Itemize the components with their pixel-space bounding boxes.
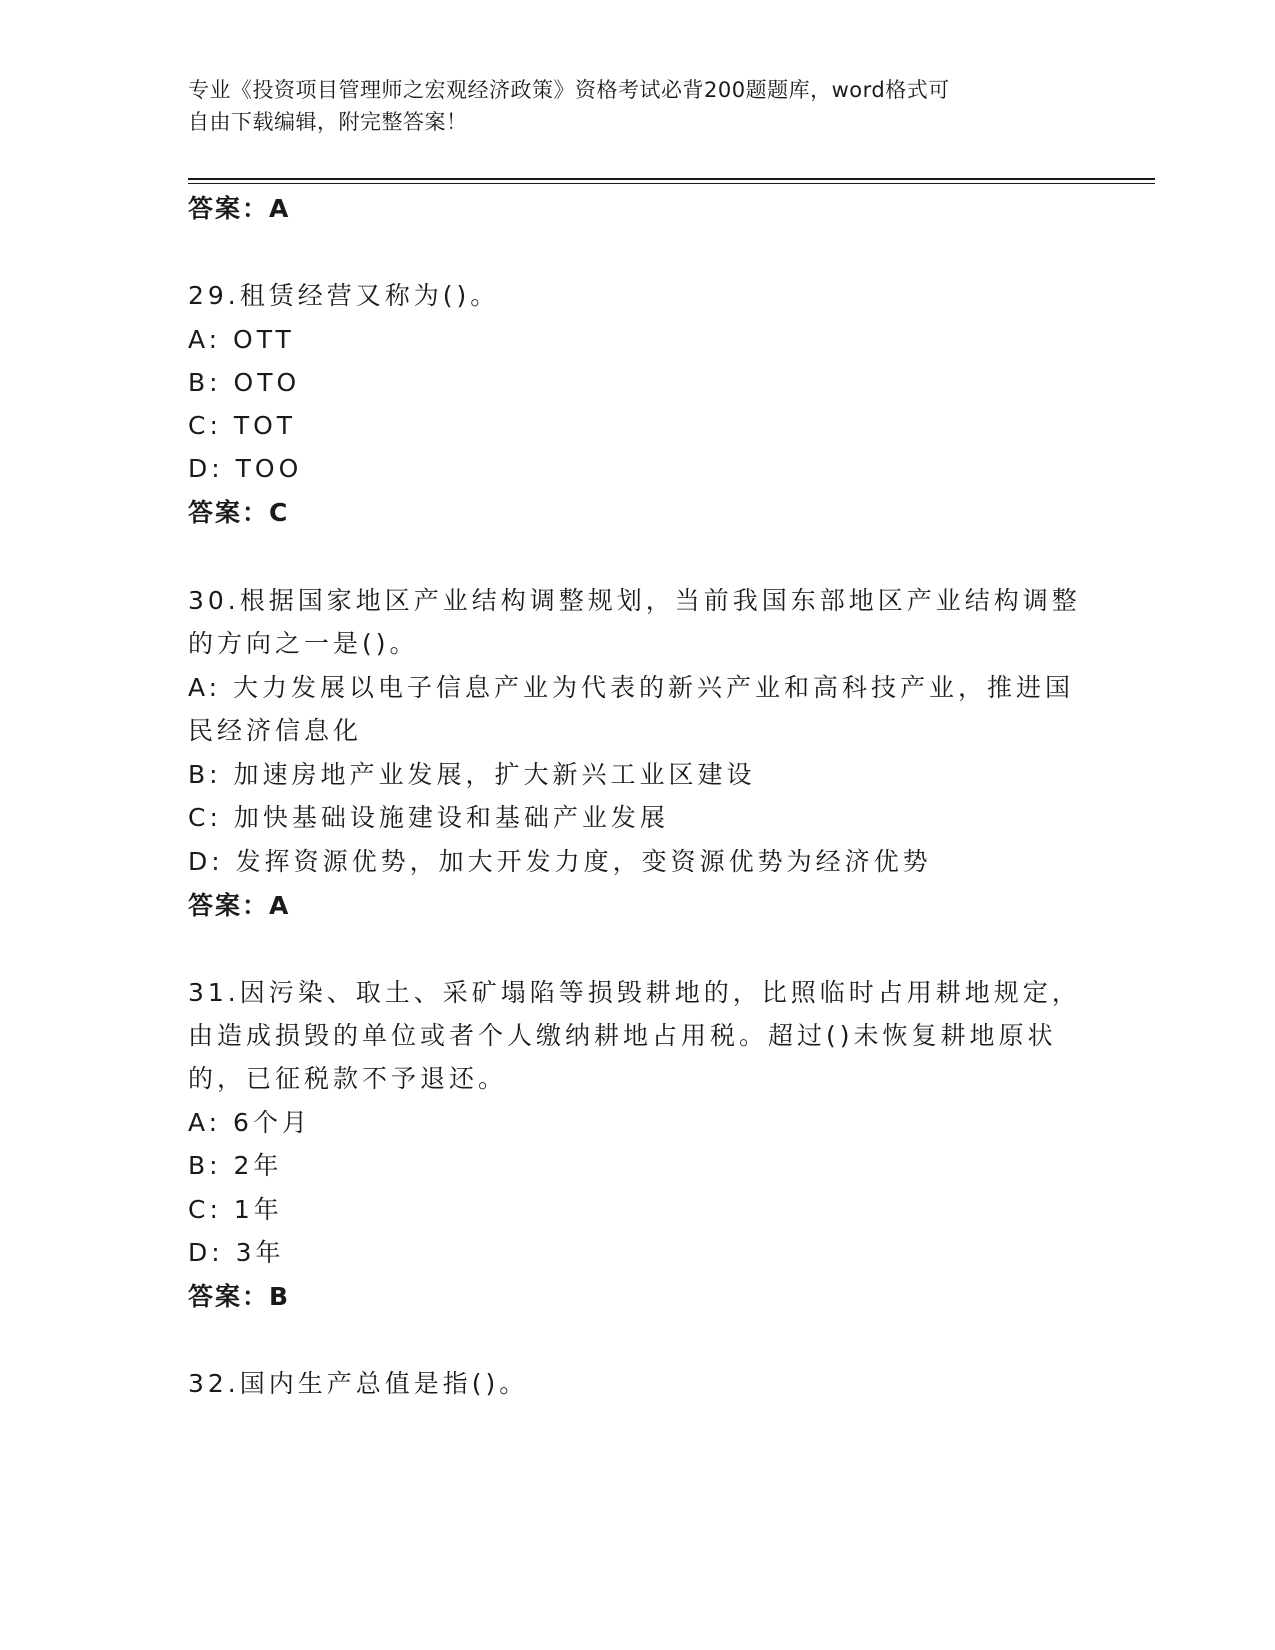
answer-previous: 答案：A [188, 194, 291, 223]
question-29-option-b: B: OTO [188, 368, 301, 397]
question-29: 29.租赁经营又称为()。 [188, 281, 500, 310]
question-30-answer: 答案：A [188, 891, 291, 920]
header-divider-thin [188, 183, 1155, 184]
question-31-option-d: D: 3年 [188, 1238, 285, 1267]
question-31-option-a: A: 6个月 [188, 1108, 311, 1137]
question-30-line-1: 30.根据国家地区产业结构调整规划，当前我国东部地区产业结构调整 [188, 586, 1081, 615]
question-30-option-b: B: 加速房地产业发展，扩大新兴工业区建设 [188, 760, 756, 789]
question-30-option-c: C: 加快基础设施建设和基础产业发展 [188, 803, 669, 832]
question-29-answer: 答案：C [188, 498, 290, 527]
question-31-answer: 答案：B [188, 1282, 291, 1311]
header-line-1: 专业《投资项目管理师之宏观经济政策》资格考试必背200题题库，word格式可 [188, 78, 950, 102]
question-31-option-b: B: 2年 [188, 1151, 283, 1180]
header-line-2: 自由下载编辑，附完整答案！ [188, 110, 468, 134]
question-31-line-1: 31.因污染、取土、采矿塌陷等损毁耕地的，比照临时占用耕地规定， [188, 978, 1081, 1007]
question-30-option-a-line-2: 民经济信息化 [188, 716, 363, 745]
question-30-option-d: D: 发挥资源优势，加大开发力度，变资源优势为经济优势 [188, 847, 932, 876]
question-30-option-a-line-1: A: 大力发展以电子信息产业为代表的新兴产业和高科技产业，推进国 [188, 673, 1075, 702]
question-30-line-2: 的方向之一是()。 [188, 629, 419, 658]
question-31-line-3: 的，已征税款不予退还。 [188, 1064, 508, 1093]
header-divider-thick [188, 178, 1155, 180]
document-header [188, 74, 1088, 138]
question-29-option-a: A: OTT [188, 325, 295, 354]
question-31-line-2: 由造成损毁的单位或者个人缴纳耕地占用税。超过()未恢复耕地原状 [188, 1021, 1057, 1050]
question-29-option-c: C: TOT [188, 411, 297, 440]
question-31-option-c: C: 1年 [188, 1195, 283, 1224]
question-29-option-d: D: TOO [188, 454, 303, 483]
question-32: 32.国内生产总值是指()。 [188, 1369, 529, 1398]
